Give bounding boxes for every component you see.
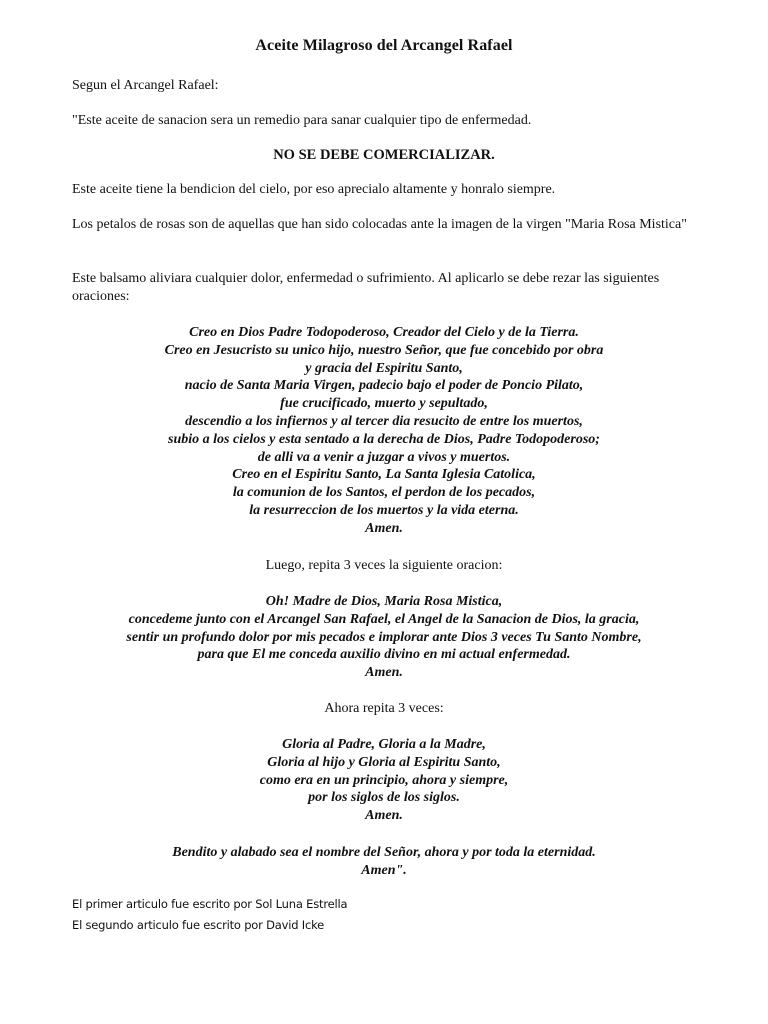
warning-heading: NO SE DEBE COMERCIALIZAR. [273,147,495,163]
prayer-line: subio a los cielos y esta sentado a la derecha de Dios, Padre Todopoderoso; [168,431,600,447]
prayer-line: y gracia del Espiritu Santo, [305,360,463,376]
prayer-line: Gloria al hijo y Gloria al Espiritu Santo, [267,754,501,770]
balm-paragraph: Este balsamo aliviara cualquier dolor, enfermedad o sufrimiento. Al aplicarlo se debe rezar las siguientes oraciones: [72,271,660,304]
prayer-line: Creo en el Espiritu Santo, La Santa Iglesia Catolica, [232,467,536,483]
prayer-line: descendio a los infiernos y al tercer dia resucito de entre los muertos, [185,413,583,429]
author-credits [72,894,692,936]
credit-line: El segundo articulo fue escrito por David Icke [72,918,325,932]
prayer-line: Amen. [365,520,403,536]
prayer-line: fue crucificado, muerto y sepultado, [280,396,488,412]
glory-prayer [40,736,728,825]
prayer-line: la comunion de los Santos, el perdon de los pecados, [232,485,536,501]
prayer-line: nacio de Santa Maria Virgen, padecio bajo el poder de Poncio Pilato, [184,378,584,394]
credit-line: El primer articulo fue escrito por Sol Luna Estrella [72,897,348,911]
prayer-line: Bendito y alabado sea el nombre del Señor, ahora y por toda la eternidad. [172,845,596,860]
prayer-line: Amen. [365,665,403,681]
prayer-line: de alli va a venir a juzgar a vivos y muertos. [257,449,511,465]
repeat-instruction: Luego, repita 3 veces la siguiente oracion: [265,558,503,573]
prayer-line: sentir un profundo dolor por mis pecados e implorar ante Dios 3 veces Tu Santo Nombre, [126,629,642,645]
prayer-line: para que El me conceda auxilio divino en mi actual enfermedad. [197,647,571,663]
prayer-line: concedeme junto con el Arcangel San Rafael, el Angel de la Sanacion de Dios, la gracia, [128,611,640,627]
prayer-line: Amen". [361,862,407,878]
prayer-line: Gloria al Padre, Gloria a la Madre, [282,737,486,752]
now-instruction: Ahora repita 3 veces: [324,701,444,716]
prayer-line: como era en un principio, ahora y siempre, [259,772,509,788]
quote-opening-paragraph: "Este aceite de sanacion sera un remedio para sanar cualquier tipo de enfermedad. [72,113,532,128]
prayer-line: Creo en Dios Padre Todopoderoso, Creador del Cielo y de la Tierra. [189,325,579,340]
prayer-line: Oh! Madre de Dios, Maria Rosa Mistica, [265,594,503,609]
blessing-paragraph: Este aceite tiene la bendicion del cielo, por eso aprecialo altamente y honralo siempre. [72,182,556,197]
prayer-line: por los siglos de los siglos. [308,790,460,806]
petals-paragraph: Los petalos de rosas son de aquellas que han sido colocadas ante la imagen de la virgen "Maria Rosa Mistica" [72,217,687,232]
closing-blessing [40,844,728,880]
intro-line: Segun el Arcangel Rafael: [72,78,219,93]
document-title: Aceite Milagroso del Arcangel Rafael [255,37,513,54]
creed-prayer [40,324,728,538]
prayer-line: Creo en Jesucristo su unico hijo, nuestro Señor, que fue concebido por obra [164,342,604,358]
prayer-line: la resurreccion de los muertos y la vida eterna. [249,502,519,518]
mary-prayer [40,593,728,682]
prayer-line: Amen. [365,808,403,824]
